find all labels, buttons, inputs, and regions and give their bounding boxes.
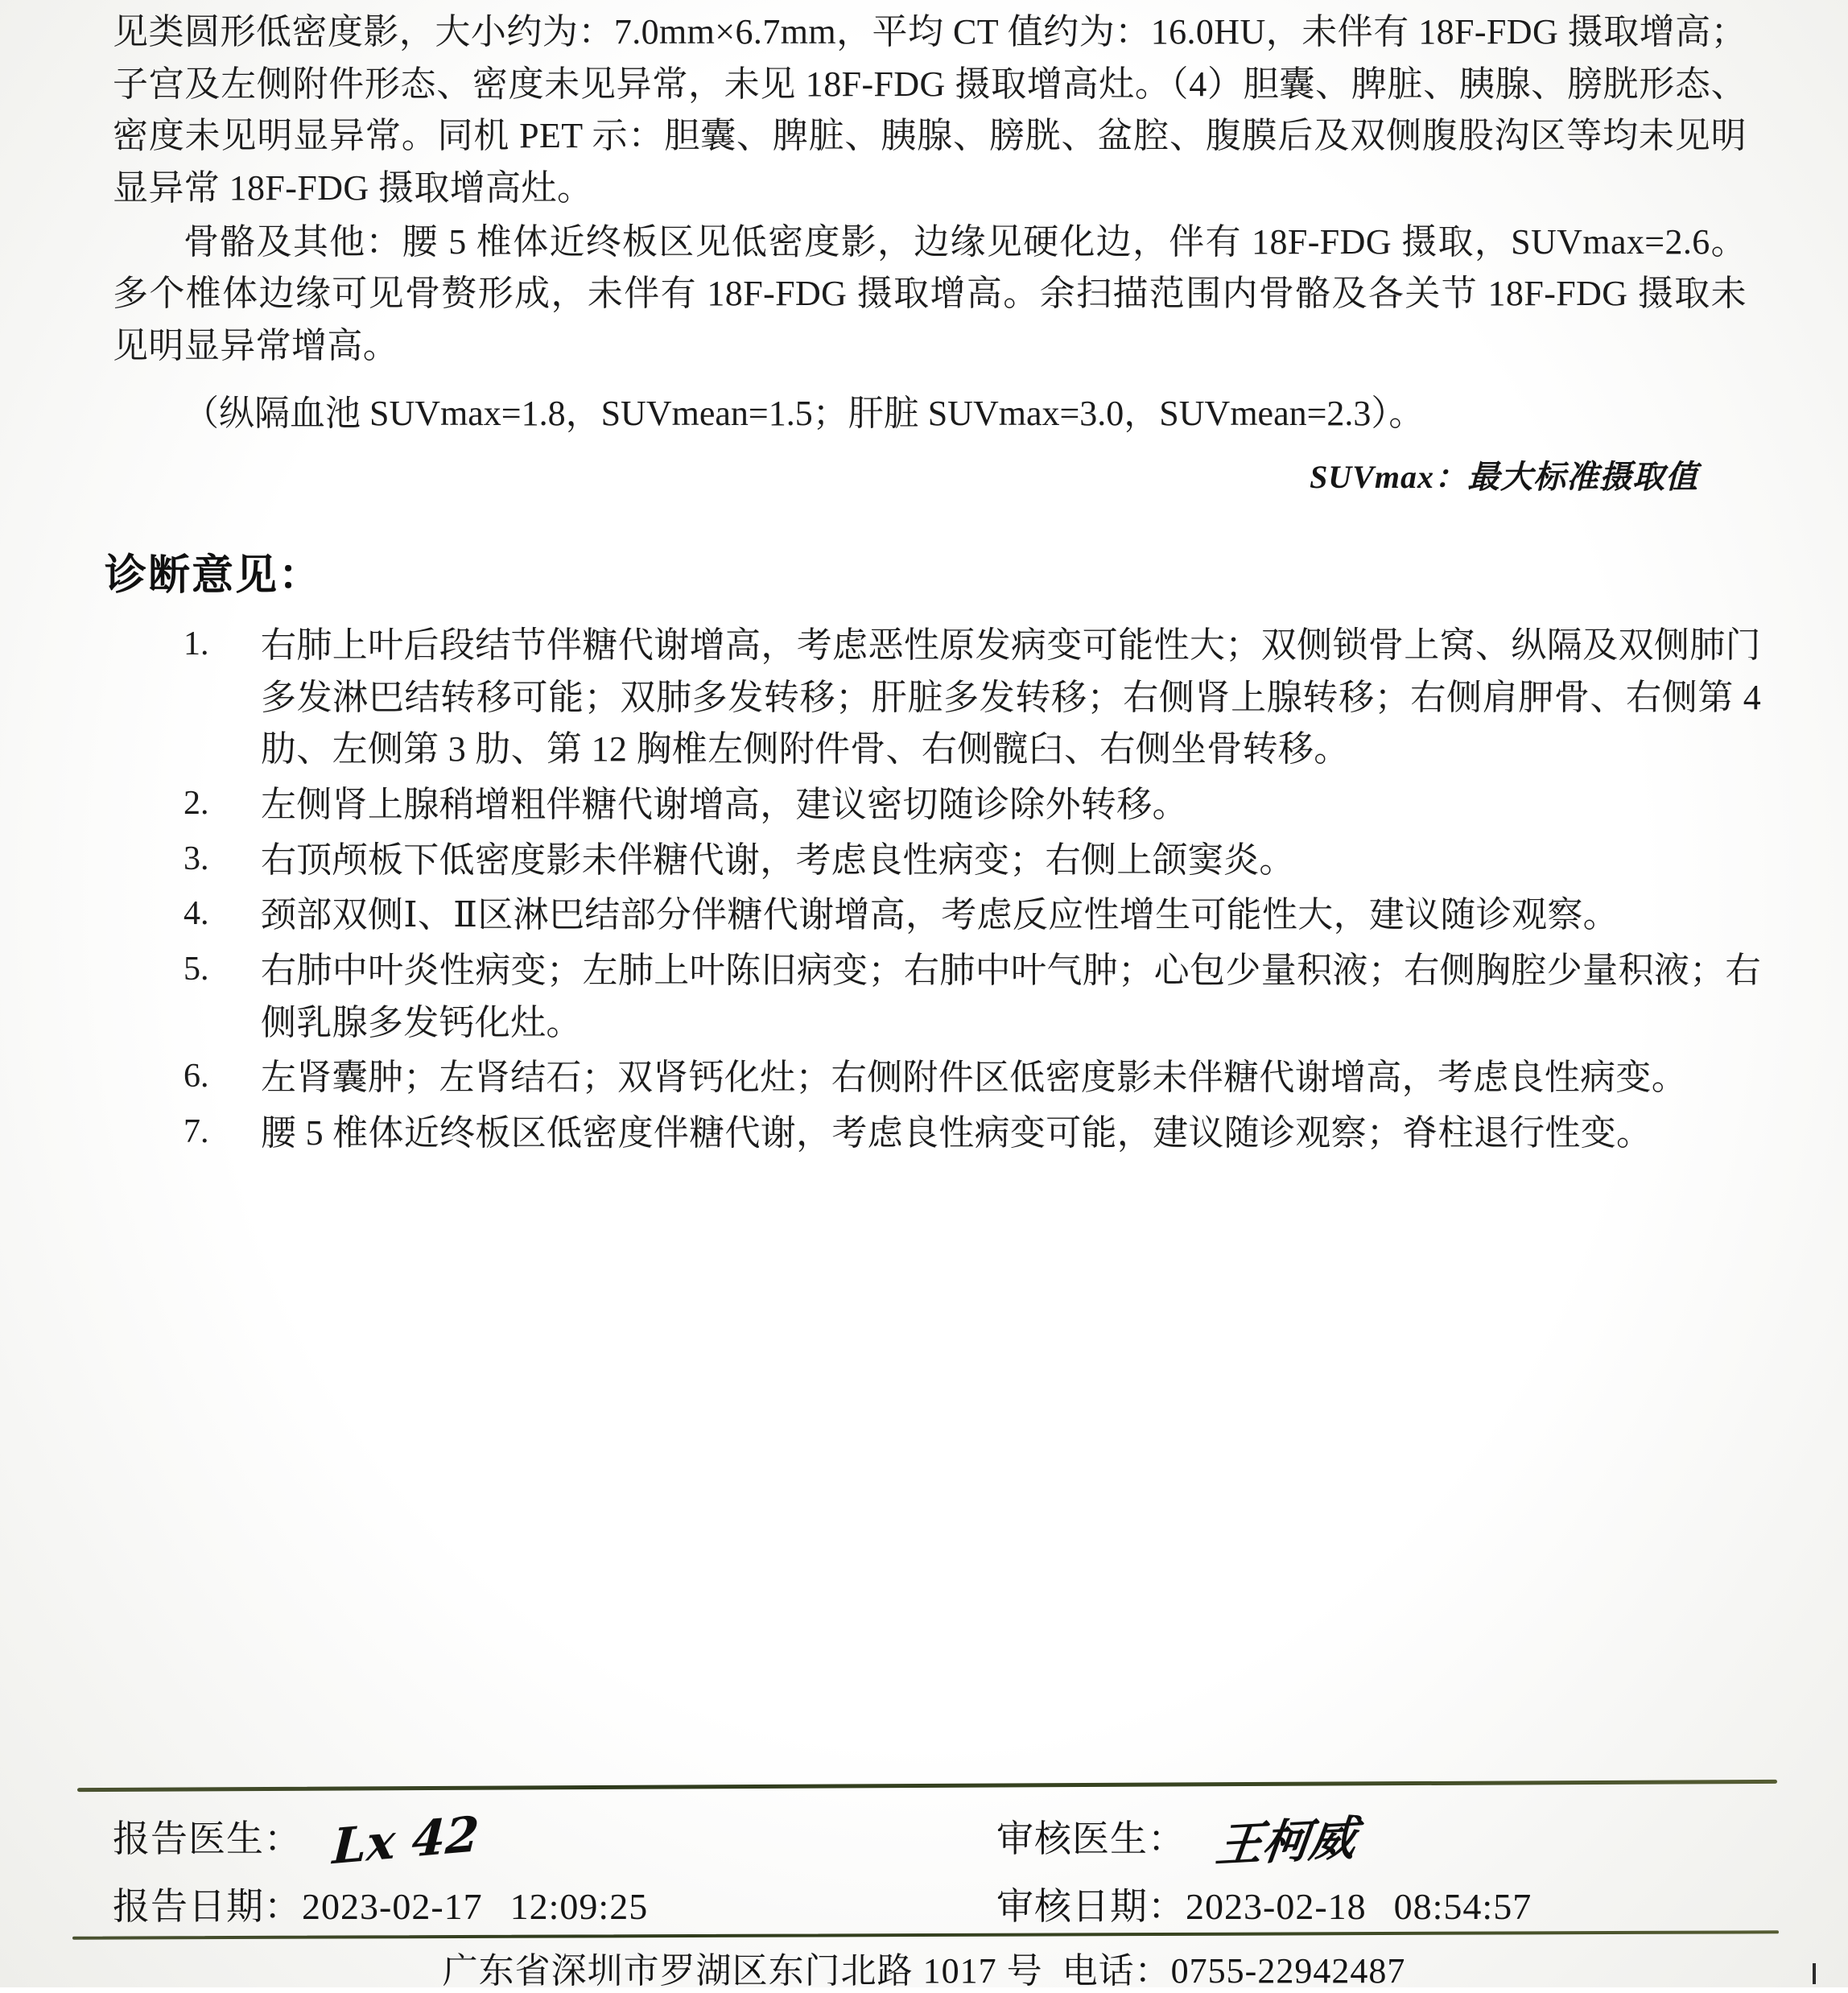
diagnosis-item-number: 2. [184, 785, 209, 823]
diagnosis-item-text: 左侧肾上腺稍增粗伴糖代谢增高，建议密切随诊除外转移。 [261, 785, 1188, 825]
hospital-address: 广东省深圳市罗湖区东门北路 1017 号 [442, 1951, 1043, 1991]
phone-value: 0755-22942487 [1170, 1951, 1406, 1991]
diagnosis-item-text: 右顶颅板下低密度影未伴糖代谢，考虑良性病变；右侧上颌窦炎。 [261, 840, 1295, 880]
scan-corner-mark [1813, 1963, 1816, 1984]
diagnosis-item-text: 右肺中叶炎性病变；左肺上叶陈旧病变；右肺中叶气肿；心包少量积液；右侧胸腔少量积液；右侧乳腺多发钙化灶。 [261, 951, 1761, 1042]
diagnosis-item-number: 5. [184, 951, 209, 988]
diagnosis-item-number: 1. [184, 625, 209, 662]
diagnosis-list [184, 620, 1761, 1163]
phone-label: 电话： [1062, 1951, 1171, 1991]
diagnosis-item-text: 颈部双侧Ⅰ、Ⅱ区淋巴结部分伴糖代谢增高，考虑反应性增生可能性大，建议随诊观察。 [261, 895, 1619, 935]
hospital-address-line [0, 1941, 1848, 1993]
review-date-block [996, 1877, 1532, 1930]
diagnosis-item [184, 835, 1761, 887]
suv-abbreviation-note: SUVmax：最大标准摄取值 [1310, 458, 1698, 495]
diagnosis-item-number: 6. [184, 1058, 209, 1096]
suv-reference-values: （纵隔血池 SUVmax=1.8，SUVmean=1.5；肝脏 SUVmax=3.0，SUVmean=2.3）。 [184, 393, 1425, 433]
signature-row [0, 1805, 1848, 1882]
review-time-value: 08:54:57 [1393, 1886, 1532, 1927]
report-date-value: 2023-02-17 [302, 1886, 483, 1927]
diagnosis-item [184, 620, 1761, 776]
diagnosis-item-number: 3. [184, 840, 209, 877]
diagnosis-item [184, 779, 1761, 831]
reviewing-doctor-block [996, 1809, 1360, 1873]
diagnosis-item [184, 945, 1761, 1049]
diagnosis-item-text: 左肾囊肿；左肾结石；双肾钙化灶；右侧附件区低密度影未伴糖代谢增高，考虑良性病变。 [261, 1058, 1687, 1098]
reporting-doctor-block [113, 1805, 481, 1876]
diagnosis-item [184, 1052, 1761, 1104]
diagnosis-heading: 诊断意见： [105, 553, 323, 599]
diagnosis-item-text: 腰 5 椎体近终板区低密度伴糖代谢，考虑良性病变可能，建议随诊观察；脊柱退行性变。 [261, 1113, 1652, 1153]
reviewing-doctor-label: 审核医生： [996, 1818, 1186, 1859]
findings-paragraph-abdomen: 见类圆形低密度影，大小约为：7.0mm×6.7mm，平均 CT 值约为：16.0HU，未伴有 18F-FDG 摄取增高；子宫及左侧附件形态、密度未见异常，未见 18F-FDG 摄取增高灶。（4）胆囊、脾脏、胰腺、膀胱形态、密度未见明显异常。同机 PET 示：胆囊、脾脏、胰腺、膀胱、盆腔、腹膜后及双侧腹股沟区等均未见明显异常 18F-FDG 摄取增高灶。 [113, 12, 1747, 208]
diagnosis-item-number: 7. [184, 1113, 209, 1151]
review-date-value: 2023-02-18 [1186, 1886, 1367, 1927]
diagnosis-item [184, 1108, 1761, 1160]
diagnosis-item-text: 右肺上叶后段结节伴糖代谢增高，考虑恶性原发病变可能性大；双侧锁骨上窝、纵隔及双侧肺门多发淋巴结转移可能；双肺多发转移；肝脏多发转移；右侧肾上腺转移；右侧肩胛骨、右侧第 4 肋、左侧第 3 肋、第 12 胸椎左侧附件骨、右侧髋臼、右侧坐骨转移。 [261, 625, 1761, 770]
review-date-label: 审核日期： [996, 1886, 1186, 1927]
report-date-block [113, 1877, 648, 1930]
diagnosis-item [184, 889, 1761, 942]
report-date-label: 报告日期： [113, 1886, 302, 1927]
reporting-doctor-signature: Lx 42 [331, 1805, 481, 1876]
findings-section [113, 6, 1747, 497]
report-time-value: 12:09:25 [509, 1886, 649, 1927]
footer-divider-bottom [72, 1930, 1779, 1939]
findings-paragraph-skeleton: 骨骼及其他：腰 5 椎体近终板区见低密度影，边缘见硬化边，伴有 18F-FDG 摄取，SUVmax=2.6。多个椎体边缘可见骨赘形成，未伴有 18F-FDG 摄取增高。余扫描范围内骨骼及各关节 18F-FDG 摄取未见明显异常增高。 [113, 221, 1747, 366]
footer-divider-top [77, 1780, 1777, 1792]
diagnosis-item-number: 4. [184, 895, 209, 933]
reporting-doctor-label: 报告医生： [113, 1818, 302, 1859]
reviewing-doctor-signature: 王柯威 [1212, 1809, 1360, 1873]
